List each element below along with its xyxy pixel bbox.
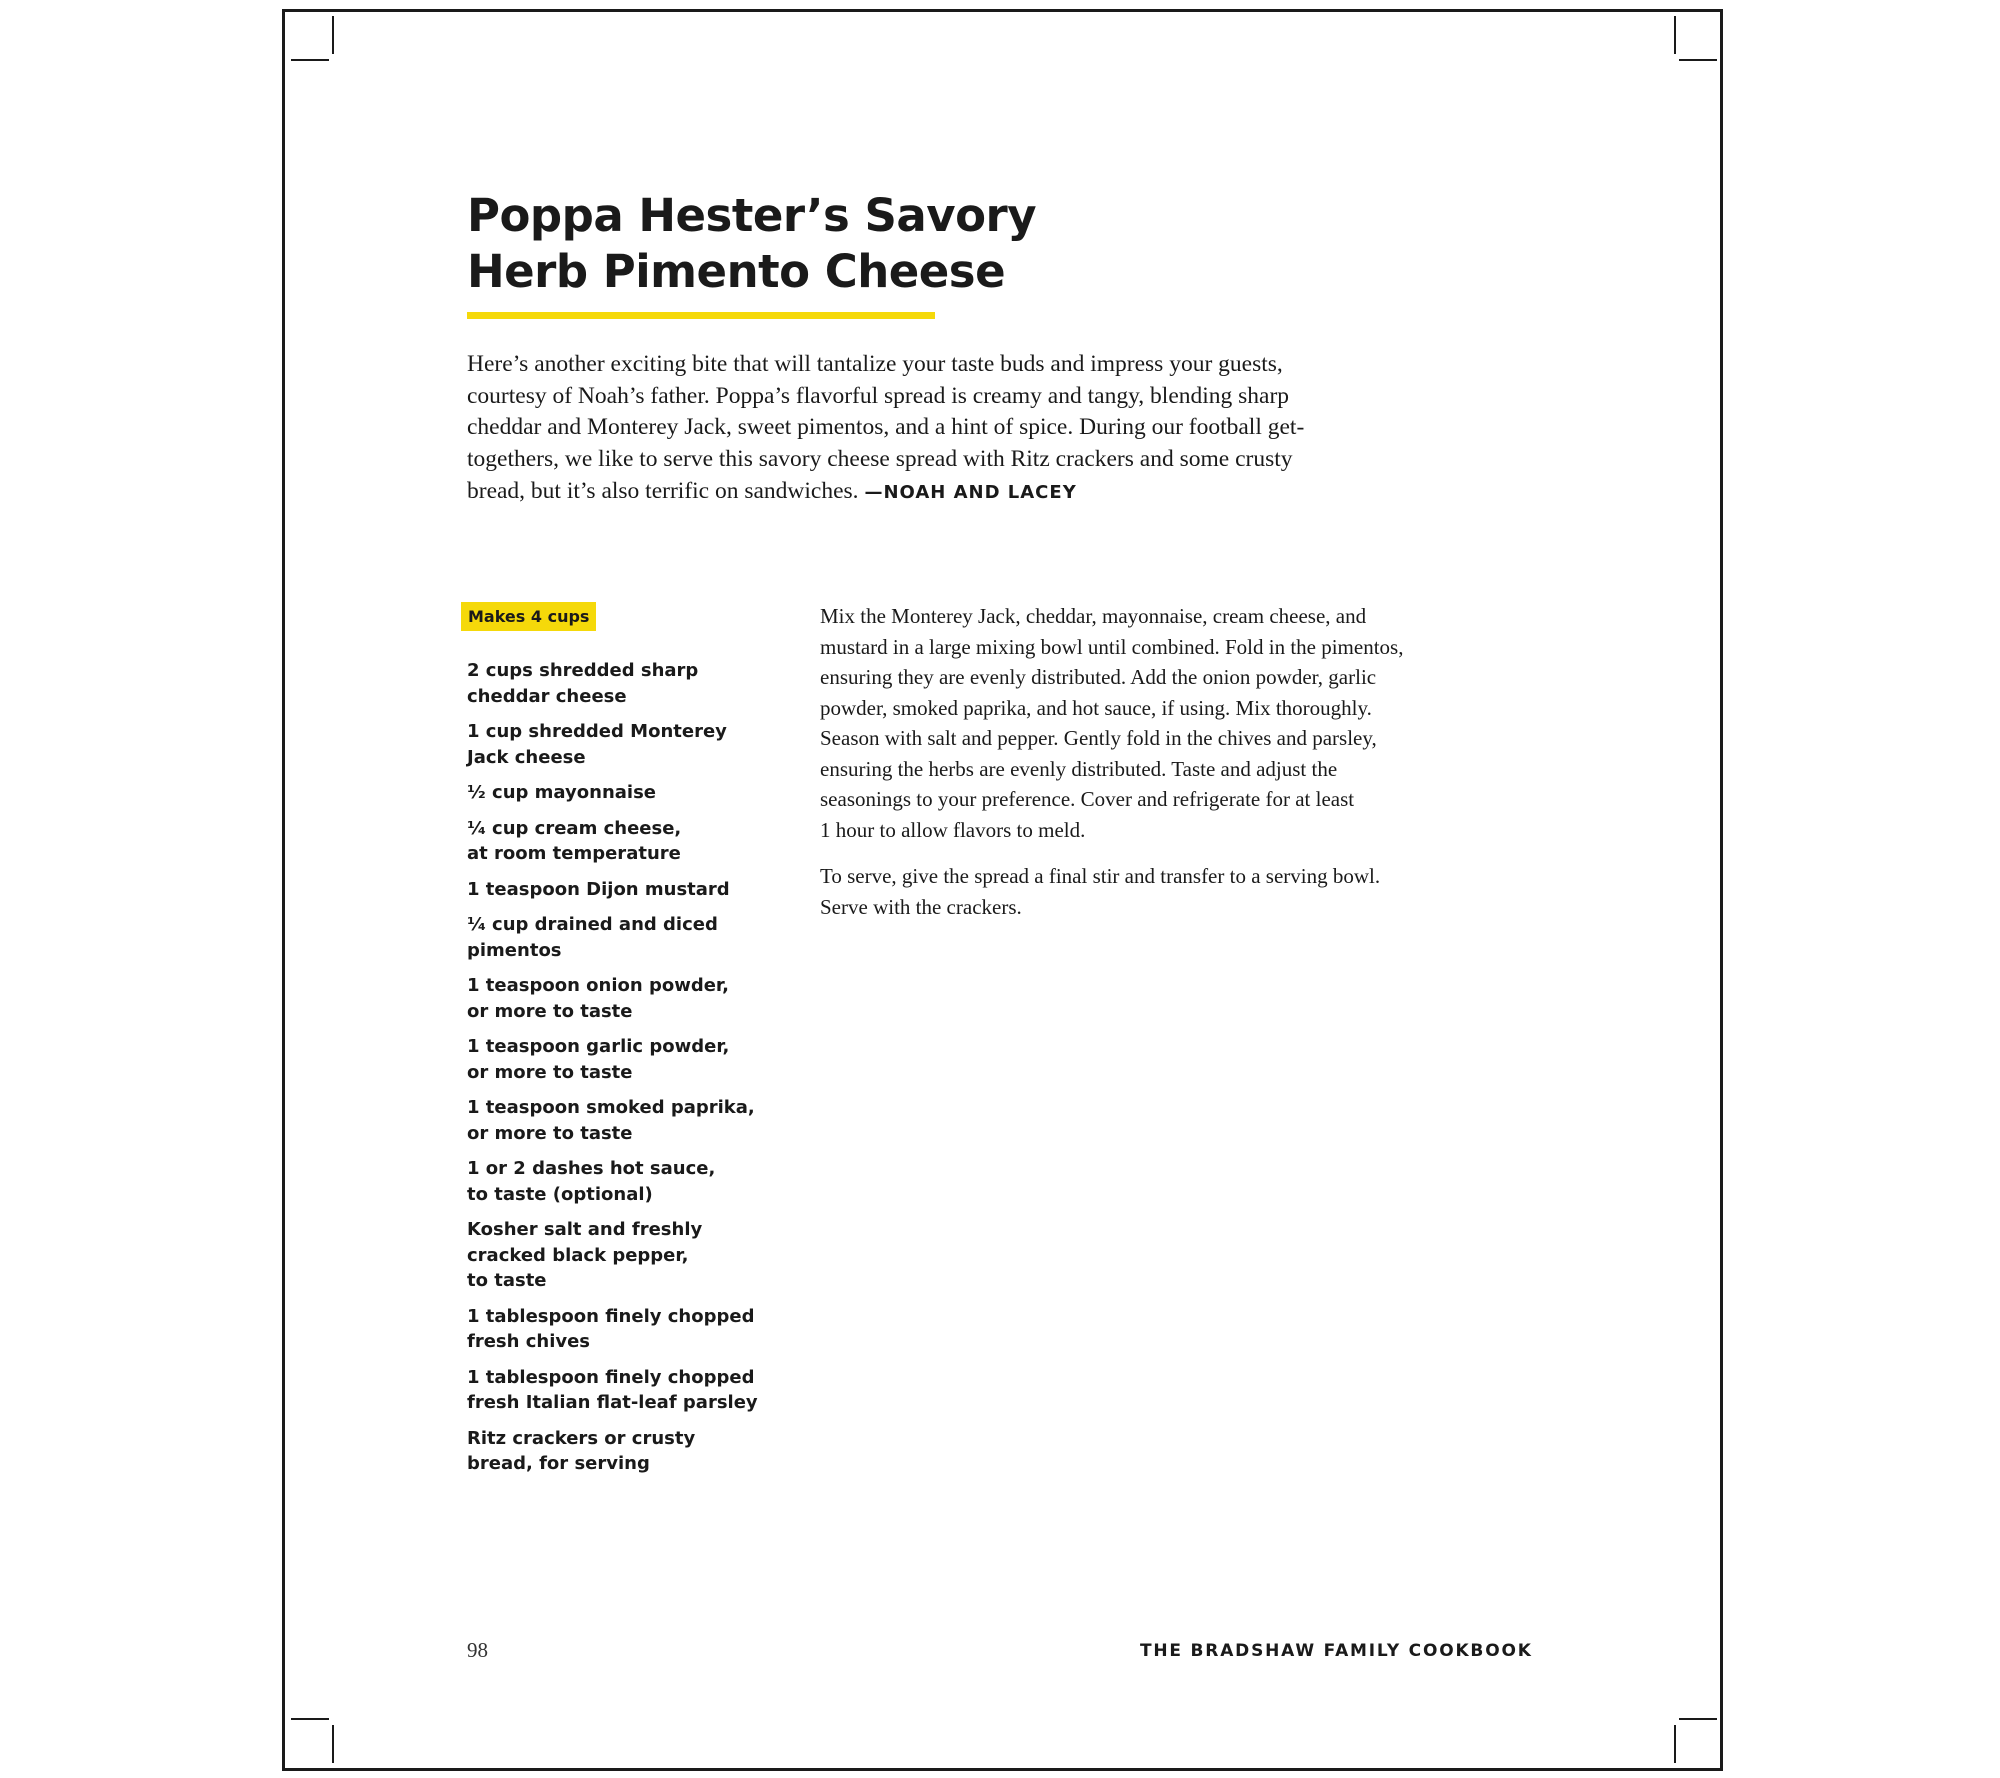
ingredient-item: Kosher salt and freshly cracked black pepper, to taste [467,1219,703,1291]
crop-mark-bottom-left-h [291,1718,329,1720]
ingredient-item: 1 teaspoon onion powder, or more to taste [467,975,730,1022]
running-footer: THE BRADSHAW FAMILY COOKBOOK [1140,1641,1533,1661]
recipe-title-line-1: Poppa Hester’s Savory [467,189,1037,242]
ingredient-item: ¹⁄₂ cup mayonnaise [467,782,656,803]
method-step: To serve, give the spread a final stir and transfer to a serving bowl. Serve with the crackers. [820,864,1381,919]
ingredient-item: 2 cups shredded sharp cheddar cheese [467,660,699,707]
method-step: Mix the Monterey Jack, cheddar, mayonnaise, cream cheese, and mustard in a large mixing bowl until combined. Fold in the pimentos, ensuring they are evenly distributed. Add the onion powder, garlic powder, smoked paprika, and hot sauce, if using. Mix thoroughly. Season with salt and pepper. Gently fold in the chives and parsley, ensuring the herbs are evenly distributed. Taste and adjust the seasonings to your preference. Cover and refrigerate for at least 1 hour to allow flavors to meld. [820,604,1404,842]
title-underline [467,312,935,319]
ingredient-item: 1 teaspoon garlic powder, or more to taste [467,1036,730,1083]
ingredient-item: 1 tablespoon finely chopped fresh chives [467,1305,755,1352]
crop-mark-top-left-v [332,16,334,54]
recipe-intro-text: Here’s another exciting bite that will tantalize your taste buds and impress your guests, courtesy of Noah’s father. Poppa’s flavorful spread is creamy and tangy, blending sharp cheddar and Monterey Jack, sweet pimentos, and a hint of spice. During our football get-togethers, we like to serve this savory cheese spread with Ritz crackers and some crusty bread, but it’s also terrific on sandwiches. [467,351,1305,504]
crop-mark-top-right-h [1679,59,1717,61]
recipe-intro-credit: —NOAH AND LACEY [864,481,1077,503]
crop-mark-top-right-v [1674,16,1676,54]
ingredient-item: ¹⁄₄ cup drained and diced pimentos [467,914,718,961]
ingredient-item: ¹⁄₄ cup cream cheese, at room temperature [467,817,682,864]
ingredient-item: 1 tablespoon finely chopped fresh Italian flat-leaf parsley [467,1366,758,1413]
ingredient-item: 1 teaspoon Dijon mustard [467,878,730,900]
ingredient-item: 1 or 2 dashes hot sauce, to taste (optional) [467,1158,716,1205]
recipe-intro [467,349,1347,509]
crop-mark-bottom-right-h [1679,1718,1717,1720]
recipe-title-line-2: Herb Pimento Cheese [467,245,1006,298]
crop-mark-bottom-left-v [332,1725,334,1763]
yield-badge: Makes 4 cups [461,602,596,631]
ingredient-item: 1 teaspoon smoked paprika, or more to taste [467,1097,755,1144]
page-number: 98 [467,1638,488,1662]
ingredient-list [467,658,807,1487]
ingredient-item: Ritz crackers or crusty bread, for serving [467,1427,696,1474]
recipe-title [467,188,1036,300]
crop-mark-top-left-h [291,59,329,61]
method-section [820,601,1520,938]
crop-mark-bottom-right-v [1674,1725,1676,1763]
ingredient-item: 1 cup shredded Monterey Jack cheese [467,721,727,768]
